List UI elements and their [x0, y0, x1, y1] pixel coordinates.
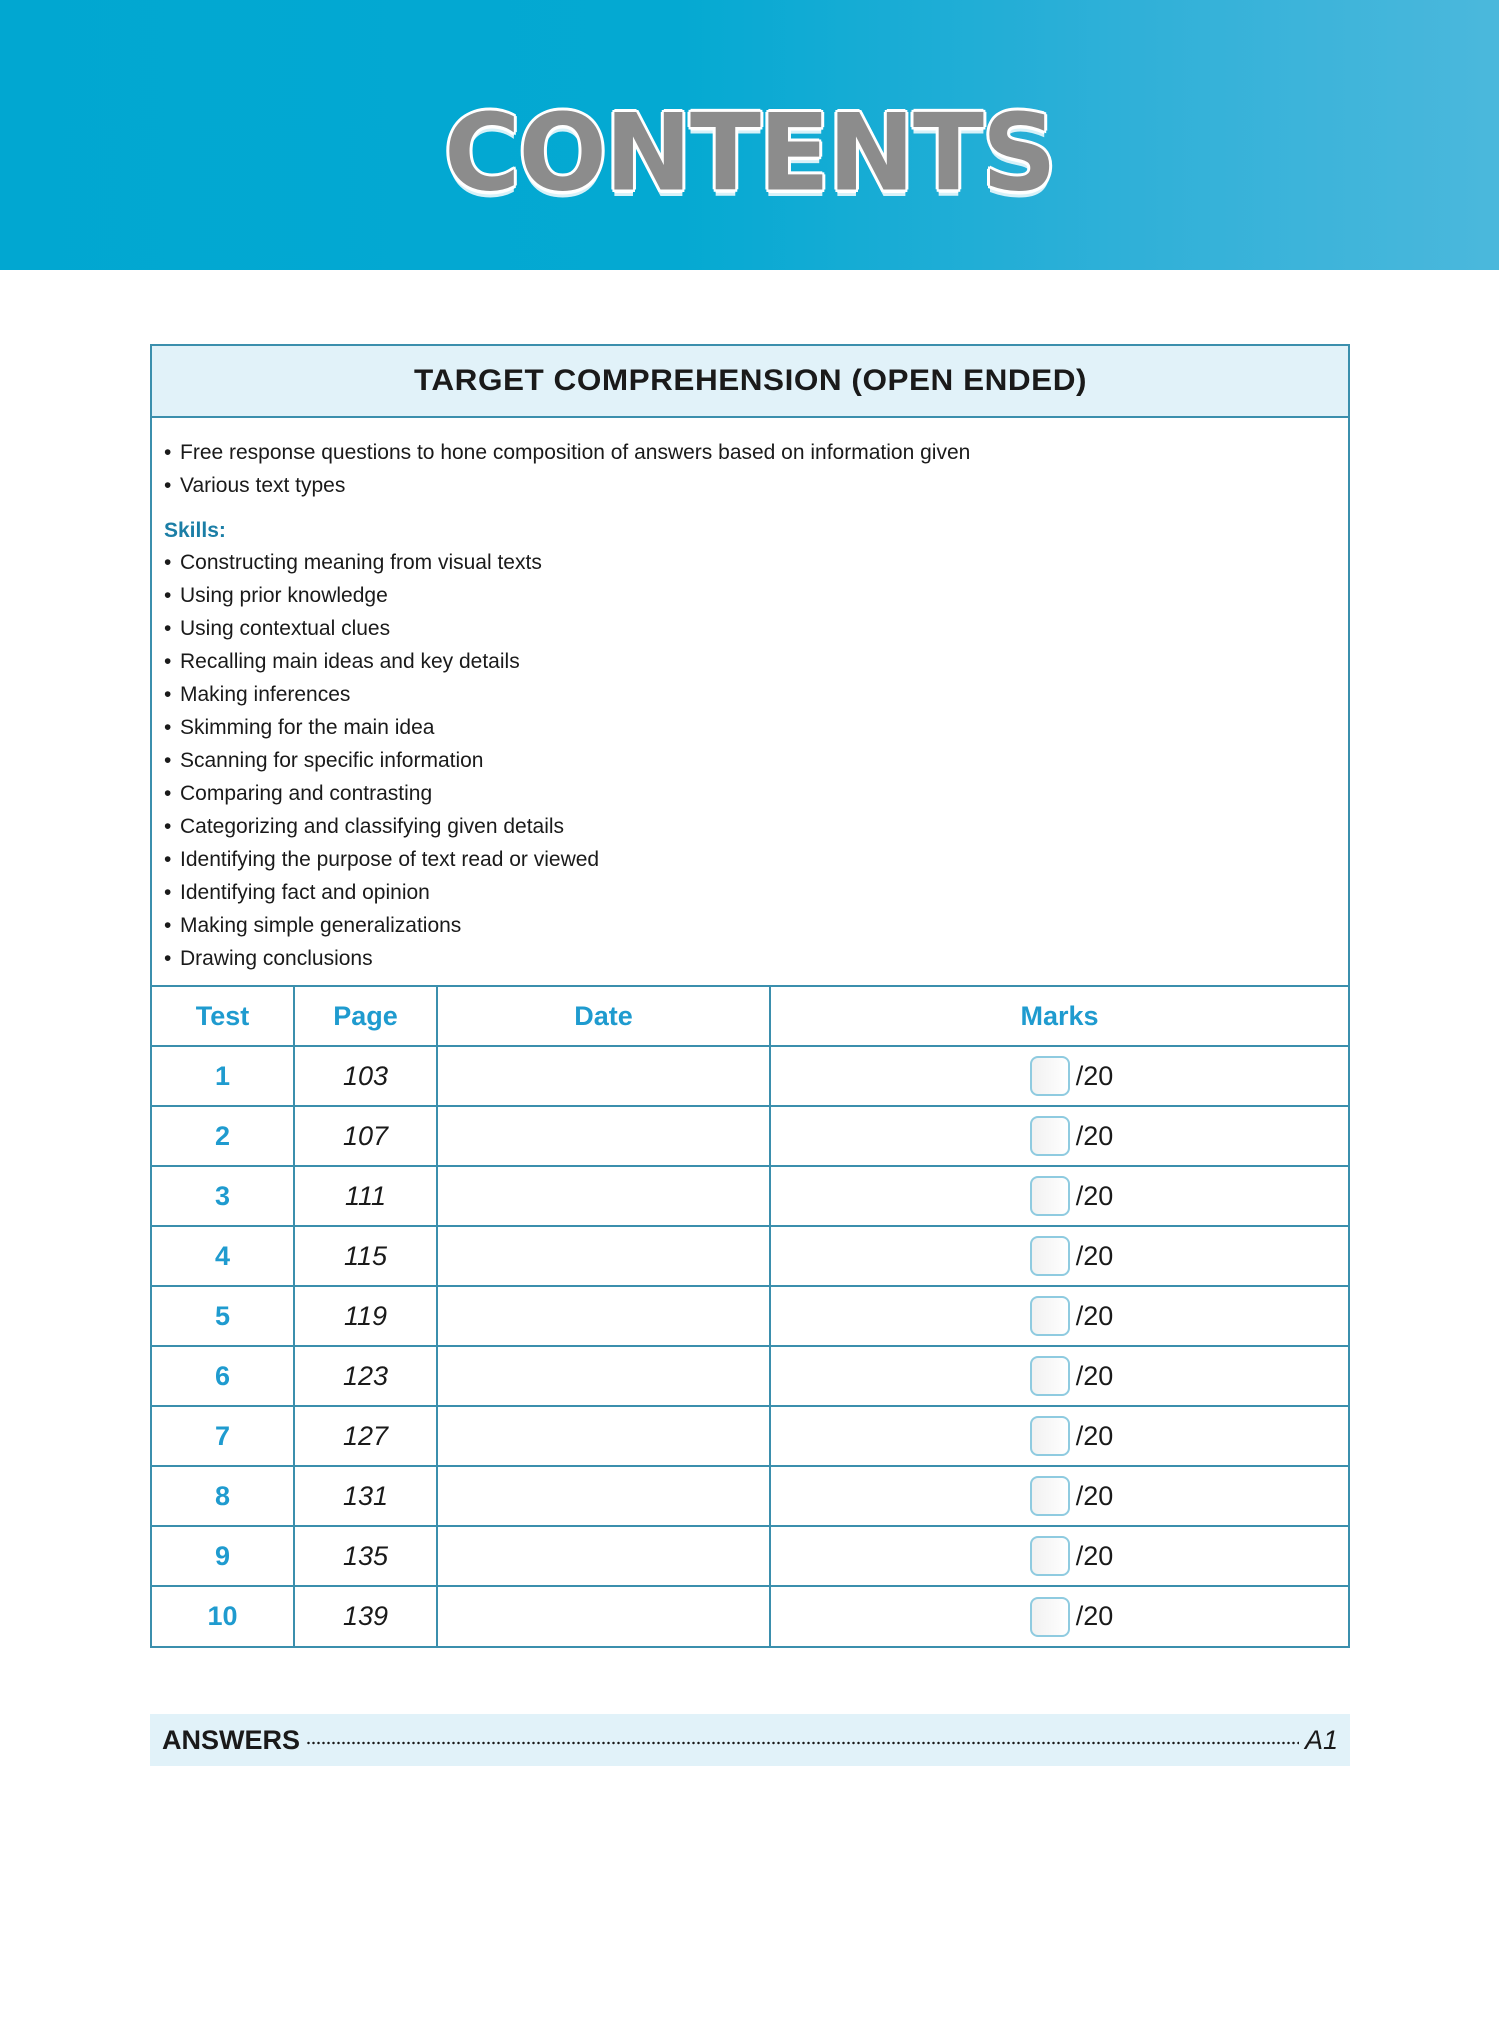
table-row [152, 1226, 1348, 1286]
answers-label: ANSWERS [162, 1724, 301, 1755]
test-number: 8 [152, 1466, 294, 1526]
skill-item: • Identifying the purpose of text read or viewed [164, 848, 600, 871]
marks-input-box[interactable] [1030, 1116, 1070, 1156]
marks-input-box[interactable] [1030, 1597, 1070, 1637]
page-number: 139 [294, 1586, 437, 1646]
marks-input-box[interactable] [1030, 1356, 1070, 1396]
page-number: 135 [294, 1526, 437, 1586]
skill-item: • Drawing conclusions [164, 947, 373, 970]
skill-item: • Identifying fact and opinion [164, 881, 430, 904]
test-number: 10 [152, 1586, 294, 1646]
column-header-date: Date [437, 986, 770, 1046]
test-number: 4 [152, 1226, 294, 1286]
marks-cell [770, 1226, 1348, 1286]
marks-input-box[interactable] [1030, 1536, 1070, 1576]
marks-total: /20 [1075, 1060, 1114, 1091]
skill-item: • Categorizing and classifying given details [164, 815, 565, 838]
intro-bullet: • Various text types [164, 474, 346, 497]
dotted-leader [306, 1741, 1299, 1745]
page-number: 127 [294, 1406, 437, 1466]
marks-input-box[interactable] [1030, 1296, 1070, 1336]
date-cell[interactable] [437, 1406, 770, 1466]
marks-total: /20 [1075, 1300, 1114, 1331]
table-header-row [152, 986, 1348, 1046]
date-cell[interactable] [437, 1046, 770, 1106]
page-number: 119 [294, 1286, 437, 1346]
date-cell[interactable] [437, 1166, 770, 1226]
contents-title: CONTENTS [444, 90, 1055, 216]
marks-total: /20 [1075, 1180, 1114, 1211]
date-cell[interactable] [437, 1286, 770, 1346]
section-description [152, 418, 1348, 985]
page-number: 111 [294, 1166, 437, 1226]
marks-input-box[interactable] [1030, 1416, 1070, 1456]
section-header [152, 346, 1348, 418]
answers-page-number: A1 [1304, 1724, 1338, 1755]
date-cell[interactable] [437, 1226, 770, 1286]
table-row [152, 1046, 1348, 1106]
column-header-marks: Marks [770, 986, 1348, 1046]
marks-cell [770, 1526, 1348, 1586]
test-number: 3 [152, 1166, 294, 1226]
marks-input-box[interactable] [1030, 1236, 1070, 1276]
marks-cell [770, 1466, 1348, 1526]
test-number: 6 [152, 1346, 294, 1406]
marks-total: /20 [1075, 1480, 1114, 1511]
marks-total: /20 [1075, 1360, 1114, 1391]
skill-item: • Using prior knowledge [164, 584, 388, 607]
page-number: 103 [294, 1046, 437, 1106]
marks-input-box[interactable] [1030, 1176, 1070, 1216]
table-row [152, 1586, 1348, 1646]
date-cell[interactable] [437, 1346, 770, 1406]
table-row [152, 1406, 1348, 1466]
table-row [152, 1346, 1348, 1406]
table-row [152, 1286, 1348, 1346]
answers-entry[interactable] [150, 1714, 1350, 1766]
date-cell[interactable] [437, 1526, 770, 1586]
skills-label: Skills: [164, 519, 226, 542]
target-comprehension-section [150, 344, 1350, 1648]
skill-item: • Scanning for specific information [164, 749, 484, 772]
marks-cell [770, 1286, 1348, 1346]
date-cell[interactable] [437, 1106, 770, 1166]
marks-cell [770, 1046, 1348, 1106]
marks-total: /20 [1075, 1120, 1114, 1151]
test-number: 9 [152, 1526, 294, 1586]
test-number: 7 [152, 1406, 294, 1466]
table-row [152, 1106, 1348, 1166]
skills-list [164, 546, 1336, 975]
marks-total: /20 [1075, 1601, 1114, 1631]
marks-cell [770, 1346, 1348, 1406]
intro-bullet-list [164, 436, 1336, 502]
skill-item: • Making simple generalizations [164, 914, 462, 937]
test-number: 2 [152, 1106, 294, 1166]
page-number: 107 [294, 1106, 437, 1166]
date-cell[interactable] [437, 1466, 770, 1526]
marks-total: /20 [1075, 1240, 1114, 1271]
contents-banner [0, 0, 1499, 270]
marks-input-box[interactable] [1030, 1476, 1070, 1516]
marks-total: /20 [1075, 1420, 1114, 1451]
marks-total: /20 [1075, 1540, 1114, 1571]
skill-item: • Constructing meaning from visual texts [164, 551, 542, 574]
page-number: 123 [294, 1346, 437, 1406]
table-row [152, 1466, 1348, 1526]
skill-item: • Comparing and contrasting [164, 782, 433, 805]
column-header-test: Test [152, 986, 294, 1046]
intro-bullet: • Free response questions to hone composition of answers based on information given [164, 441, 971, 464]
table-row [152, 1166, 1348, 1226]
marks-cell [770, 1586, 1348, 1646]
page-number: 115 [294, 1226, 437, 1286]
test-number: 5 [152, 1286, 294, 1346]
skill-item: • Using contextual clues [164, 617, 391, 640]
tests-table [152, 985, 1348, 1646]
skill-item: • Recalling main ideas and key details [164, 650, 520, 673]
skill-item: • Skimming for the main idea [164, 716, 435, 739]
page-number: 131 [294, 1466, 437, 1526]
table-row [152, 1526, 1348, 1586]
marks-input-box[interactable] [1030, 1056, 1070, 1096]
section-title: TARGET COMPREHENSION (OPEN ENDED) [413, 364, 1087, 397]
column-header-page: Page [294, 986, 437, 1046]
test-number: 1 [152, 1046, 294, 1106]
date-cell[interactable] [437, 1586, 770, 1646]
marks-cell [770, 1106, 1348, 1166]
skill-item: • Making inferences [164, 683, 351, 706]
marks-cell [770, 1166, 1348, 1226]
marks-cell [770, 1406, 1348, 1466]
